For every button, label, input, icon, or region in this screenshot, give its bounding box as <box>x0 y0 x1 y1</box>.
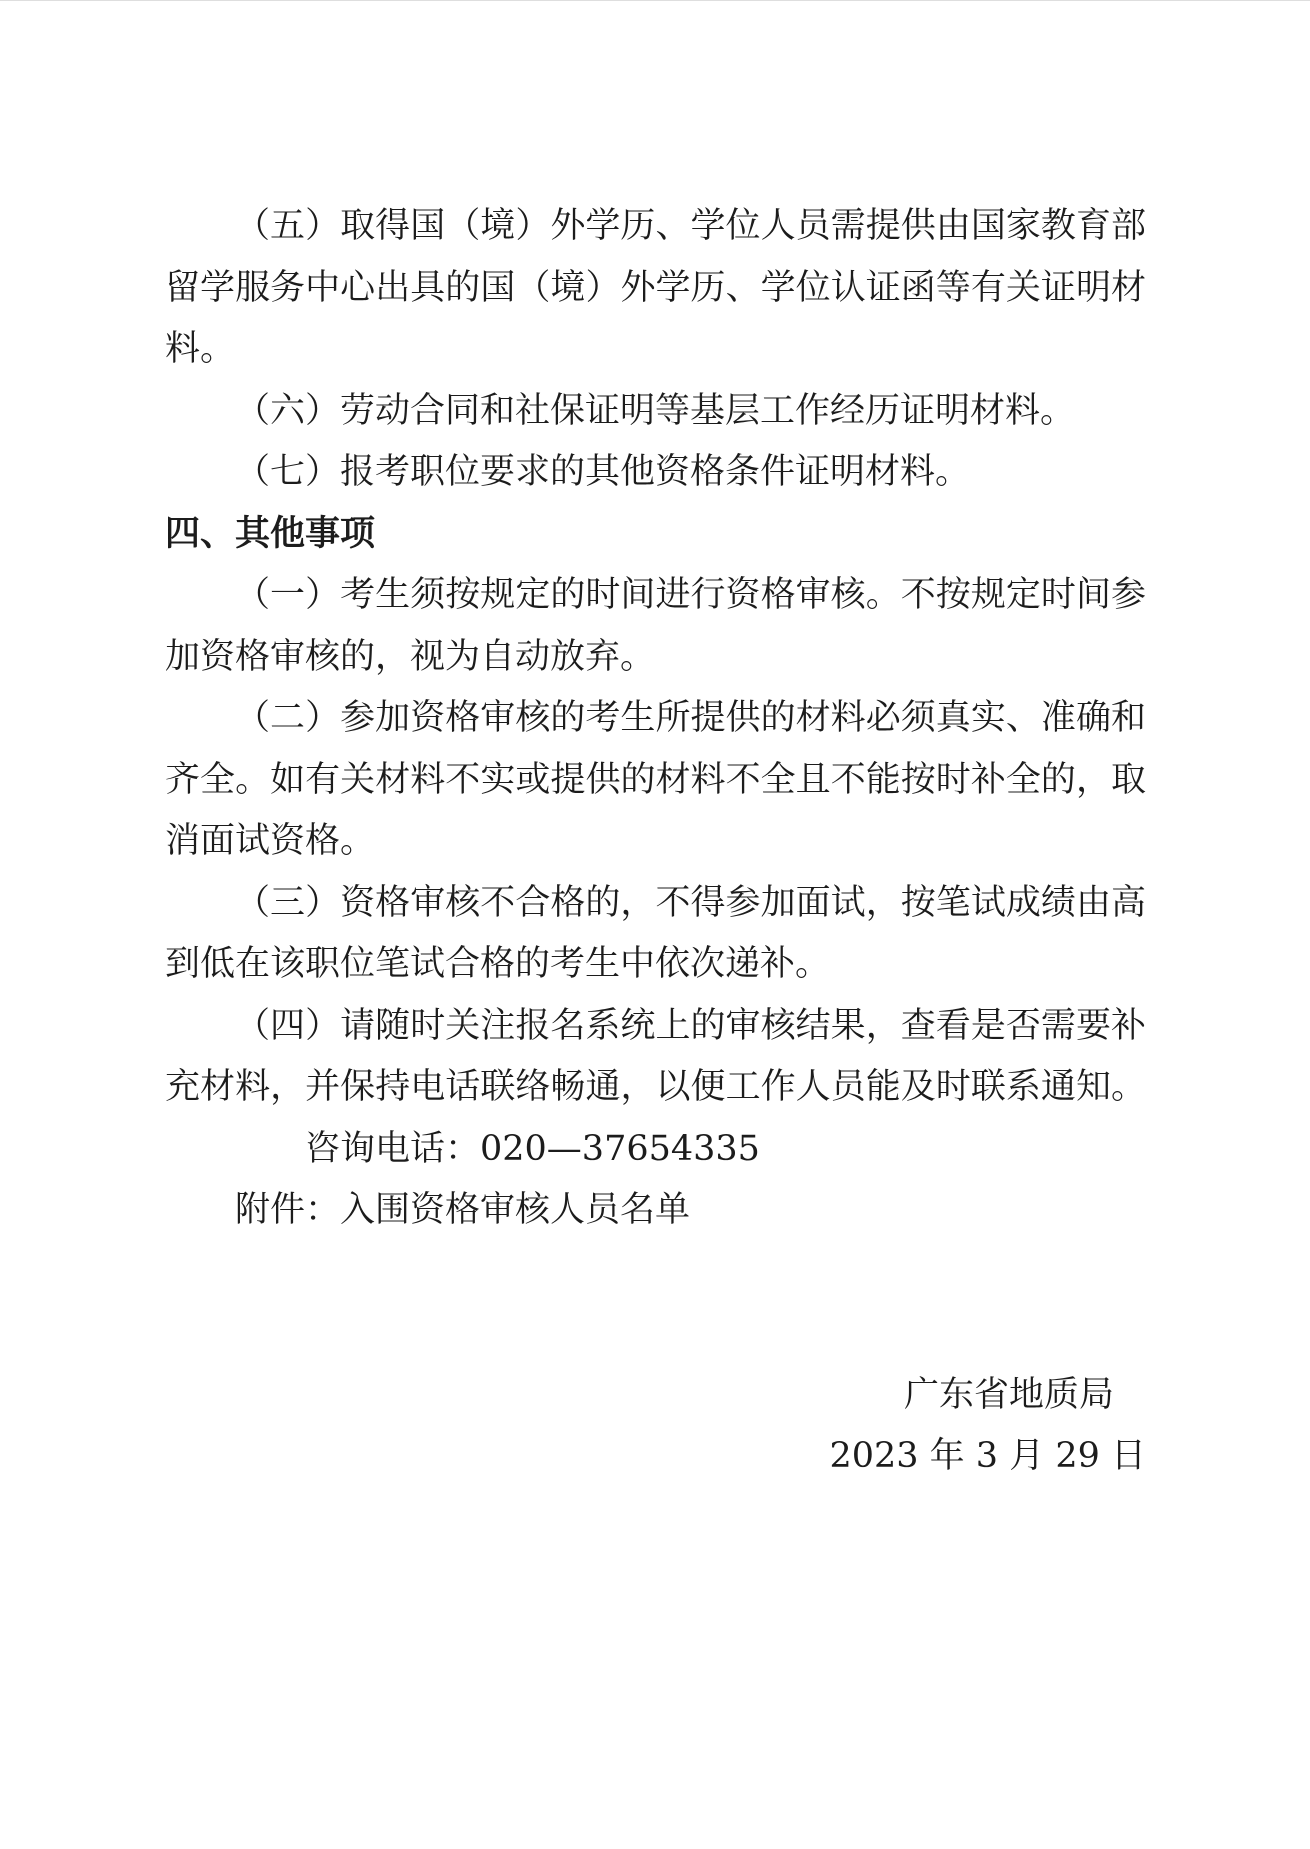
paragraph-line: 充材料，并保持电话联络畅通，以便工作人员能及时联系通知。 <box>165 1067 1146 1107</box>
notice-item <box>165 873 1146 996</box>
material-item <box>165 442 1146 504</box>
paragraph-line: 消面试资格。 <box>165 821 376 861</box>
notice-item <box>165 688 1146 873</box>
paragraph-line: （三）资格审核不合格的，不得参加面试，按笔试成绩由高 <box>235 882 1146 923</box>
paragraph-line: （一）考生须按规定的时间进行资格审核。不按规定时间参 <box>235 575 1146 615</box>
contact-phone: 咨询电话：020—37654335 <box>305 1128 760 1169</box>
signature-block <box>165 1365 1146 1488</box>
notice-items <box>165 565 1146 1119</box>
material-item <box>165 381 1146 443</box>
paragraph-line: （四）请随时关注报名系统上的审核结果，查看是否需要补 <box>235 1005 1146 1046</box>
paragraph-line: （七）报考职位要求的其他资格条件证明材料。 <box>235 452 971 492</box>
paragraph-line: 留学服务中心出具的国（境）外学历、学位认证函等有关证明材 <box>165 267 1146 308</box>
notice-item <box>165 565 1146 688</box>
materials-list <box>165 196 1146 504</box>
notice-item <box>165 996 1146 1119</box>
material-item <box>165 196 1146 381</box>
section-heading: 四、其他事项 <box>165 513 376 554</box>
paragraph-line: （六）劳动合同和社保证明等基层工作经历证明材料。 <box>235 390 1076 431</box>
paragraph-line: 加资格审核的，视为自动放弃。 <box>165 636 656 677</box>
paragraph-line: （五）取得国（境）外学历、学位人员需提供由国家教育部 <box>235 206 1146 246</box>
paragraph-line: （二）参加资格审核的考生所提供的材料必须真实、准确和 <box>235 698 1146 738</box>
issue-date: 2023 年 3 月 29 日 <box>829 1436 1146 1476</box>
paragraph-line: 料。 <box>165 329 236 369</box>
paragraph-line: 到低在该职位笔试合格的考生中依次递补。 <box>165 944 831 984</box>
paragraph-line: 齐全。如有关材料不实或提供的材料不全且不能按时补全的，取 <box>165 759 1146 800</box>
attachment-note: 附件：入围资格审核人员名单 <box>235 1190 691 1230</box>
issuing-organization: 广东省地质局 <box>903 1374 1114 1415</box>
document-body <box>165 196 1146 1488</box>
